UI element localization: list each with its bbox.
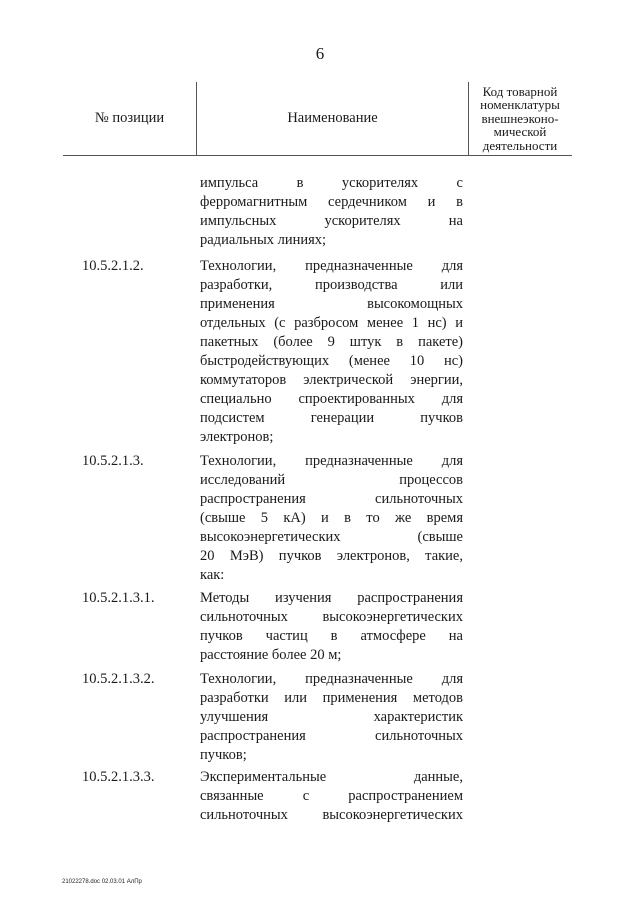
- item-number: 10.5.2.1.3.3.: [82, 769, 155, 785]
- code-header-line: внешнеэконо-: [481, 110, 559, 126]
- code-header-line: Код товарной: [482, 83, 558, 99]
- item-number: 10.5.2.1.3.2.: [82, 671, 155, 687]
- item-description: Экспериментальные данные, связанные с распространением сильноточных высокоэнергетических: [200, 769, 463, 823]
- position-column-header: № позиции: [94, 110, 165, 126]
- page-number: 6: [315, 44, 325, 63]
- item-description: импульса в ускорителях с ферромагнитным сердечником и в импульсных ускорителях на радиальных линиях;: [200, 175, 463, 248]
- item-number: 10.5.2.1.2.: [82, 258, 144, 274]
- name-column-header: Наименование: [196, 82, 469, 155]
- item-number: 10.5.2.1.3.1.: [82, 590, 155, 606]
- code-header-line: номенклатуры: [480, 97, 560, 113]
- item-description: Технологии, предназначенные для исследований процессов распространения сильноточных (свыше 5 кА) и в то же время высокоэнергетических (свыше 20 МэВ) пучков электронов, такие, как:: [200, 453, 463, 583]
- item-description: Методы изучения распространения сильноточных высокоэнергетических пучков частиц в атмосфере на расстояние более 20 м;: [200, 590, 463, 663]
- code-column-header: [468, 82, 572, 155]
- item-number: 10.5.2.1.3.: [82, 453, 144, 469]
- code-header-line: мической: [493, 124, 547, 140]
- item-description: Технологии, предназначенные для разработки или применения методов улучшения характеристик распространения сильноточных пучков;: [200, 671, 463, 763]
- item-description: Технологии, предназначенные для разработки, производства или применения высокомощных отдельных (с разбросом менее 1 нс) и пакетных (более 9 штук в пакете) быстродействующих (менее 10 нс) коммутаторов электрической энергии, специально спроектированных для подсистем генерации пучков электронов;: [200, 258, 463, 445]
- code-header-line: деятельности: [482, 137, 558, 153]
- table-header: [63, 82, 572, 156]
- document-footer: 21022278.doc 02.03.01 АлПр: [62, 879, 142, 885]
